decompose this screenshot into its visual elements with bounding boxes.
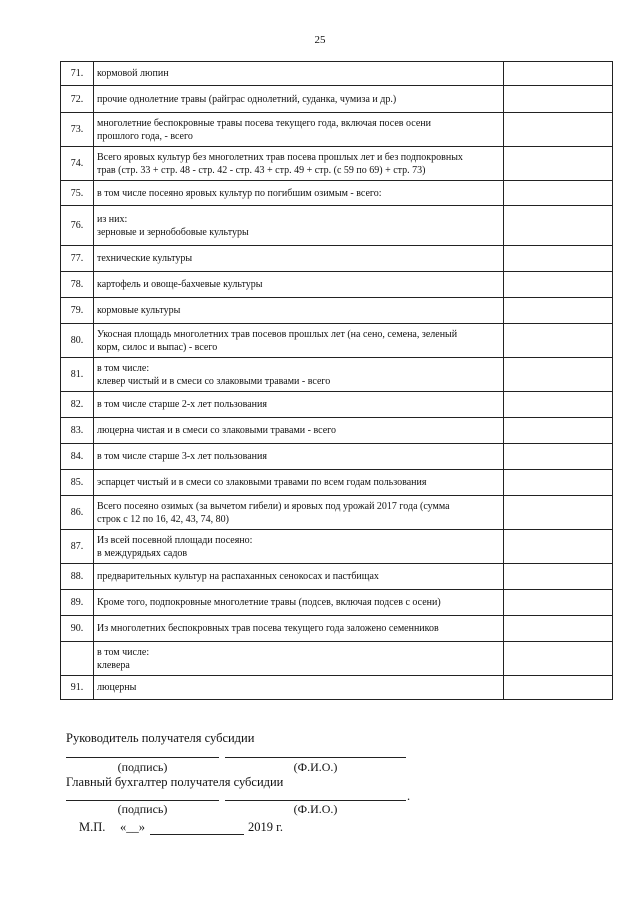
accountant-signature-line [66, 800, 219, 801]
row-number: 71. [61, 62, 94, 86]
row-description-line: многолетние беспокровные травы посева текущего года, включая посев осени [97, 117, 431, 129]
page-number: 25 [314, 34, 326, 46]
row-description-line: прошлого года, - всего [97, 130, 193, 142]
row-description-line: Кроме того, подпокровные многолетние травы (подсев, включая подсев с осени) [97, 597, 441, 608]
row-description [94, 642, 504, 676]
row-description-line: в том числе посеяно яровых культур по погибшим озимым - всего: [97, 187, 382, 199]
row-description-line: корм, силос и выпас) - всего [97, 341, 218, 353]
value-cell[interactable] [504, 496, 613, 530]
value-cell[interactable] [504, 564, 613, 590]
value-cell[interactable] [504, 418, 613, 444]
crop-area-table [60, 61, 613, 700]
row-number: 82. [61, 392, 94, 418]
row-description-line: кормовые культуры [97, 305, 181, 316]
date-month-line [150, 834, 244, 835]
row-description [94, 564, 504, 590]
row-description-line: Всего яровых культур без многолетних трав посева прошлых лет и без подпокровных [97, 151, 463, 163]
head-name-line [225, 757, 406, 758]
head-signature-line [66, 757, 219, 758]
row-description-line: люцерна чистая и в смеси со злаковыми травами - всего [97, 425, 336, 436]
row-description [94, 206, 504, 246]
row-description-line: Укосная площадь многолетних трав посевов прошлых лет (на сено, семена, зеленый [97, 328, 458, 340]
row-description-line: клевера [97, 659, 130, 671]
table-row [61, 324, 613, 358]
value-cell[interactable] [504, 676, 613, 700]
row-description-line: Всего посеяно озимых (за вычетом гибели) и яровых под урожай 2017 года (сумма [97, 500, 450, 512]
table-row [61, 246, 613, 272]
value-cell[interactable] [504, 147, 613, 181]
date-day: «__» [120, 820, 145, 834]
row-description-line: в том числе старше 3-х лет пользования [97, 451, 267, 462]
table-row [61, 564, 613, 590]
row-description [94, 418, 504, 444]
table-row [61, 298, 613, 324]
row-description-line: технические культуры [97, 253, 193, 264]
row-description-line: строк с 12 по 16, 42, 43, 74, 80) [97, 513, 229, 525]
value-cell[interactable] [504, 470, 613, 496]
row-number: 91. [61, 676, 94, 700]
value-cell[interactable] [504, 113, 613, 147]
table-row [61, 530, 613, 564]
row-number: 81. [61, 358, 94, 392]
row-number: 85. [61, 470, 94, 496]
row-description [94, 272, 504, 298]
value-cell[interactable] [504, 272, 613, 298]
row-description-line: картофель и овоще-бахчевые культуры [97, 279, 263, 290]
row-description [94, 392, 504, 418]
accountant-signature-caption: (подпись) [117, 802, 168, 816]
row-description-line: из них: [97, 213, 128, 225]
row-number: 88. [61, 564, 94, 590]
row-number: 73. [61, 113, 94, 147]
value-cell[interactable] [504, 86, 613, 113]
value-cell[interactable] [504, 206, 613, 246]
value-cell[interactable] [504, 358, 613, 392]
row-description [94, 246, 504, 272]
row-number: 86. [61, 496, 94, 530]
row-description-line: зерновые и зернобобовые культуры [97, 226, 249, 238]
row-number: 90. [61, 616, 94, 642]
row-description-line: в том числе: [97, 646, 150, 658]
table-row [61, 181, 613, 206]
row-description-line: в том числе старше 2-х лет пользования [97, 399, 267, 410]
row-number [61, 642, 94, 676]
accountant-name-line [225, 800, 406, 801]
value-cell[interactable] [504, 444, 613, 470]
accountant-label: Главный бухгалтер получателя субсидии [66, 775, 284, 789]
stamp-mark: М.П. [79, 820, 106, 834]
row-description [94, 298, 504, 324]
row-description [94, 530, 504, 564]
table-row [61, 470, 613, 496]
table-row [61, 676, 613, 700]
table-body [61, 62, 613, 700]
head-label: Руководитель получателя субсидии [66, 731, 255, 745]
date-year: 2019 г. [248, 820, 283, 834]
head-name-caption: (Ф.И.О.) [293, 760, 338, 774]
value-cell[interactable] [504, 62, 613, 86]
row-description-line: Из всей посевной площади посеяно: [97, 534, 253, 546]
head-signature-caption: (подпись) [117, 760, 168, 774]
row-number: 78. [61, 272, 94, 298]
value-cell[interactable] [504, 181, 613, 206]
row-description-line: Из многолетних беспокровных трав посева текущего года заложено семенников [97, 623, 439, 634]
table-row [61, 206, 613, 246]
row-number: 72. [61, 86, 94, 113]
row-description [94, 444, 504, 470]
row-description [94, 86, 504, 113]
row-number: 76. [61, 206, 94, 246]
table-row [61, 147, 613, 181]
row-description-line: прочие однолетние травы (райграс однолетний, суданка, чумиза и др.) [97, 93, 397, 105]
row-description [94, 324, 504, 358]
value-cell[interactable] [504, 324, 613, 358]
row-description [94, 676, 504, 700]
value-cell[interactable] [504, 392, 613, 418]
accountant-name-caption: (Ф.И.О.) [293, 802, 338, 816]
row-number: 79. [61, 298, 94, 324]
value-cell[interactable] [504, 616, 613, 642]
table-row [61, 358, 613, 392]
row-description [94, 181, 504, 206]
row-description [94, 358, 504, 392]
table-row [61, 113, 613, 147]
row-description [94, 496, 504, 530]
row-description-line: предварительных культур на распаханных сенокосах и пастбищах [97, 571, 379, 582]
row-description-line: эспарцет чистый и в смеси со злаковыми травами по всем годам пользования [97, 477, 427, 488]
row-number: 84. [61, 444, 94, 470]
row-description [94, 147, 504, 181]
row-description-line: клевер чистый и в смеси со злаковыми травами - всего [97, 375, 331, 387]
row-number: 75. [61, 181, 94, 206]
table-row [61, 590, 613, 616]
table-row [61, 616, 613, 642]
value-cell[interactable] [504, 530, 613, 564]
row-description [94, 113, 504, 147]
table-row [61, 418, 613, 444]
row-number: 89. [61, 590, 94, 616]
value-cell[interactable] [504, 642, 613, 676]
row-description-line: люцерны [97, 682, 137, 693]
table-row [61, 496, 613, 530]
value-cell[interactable] [504, 246, 613, 272]
row-description-line: в междурядьях садов [97, 547, 188, 559]
value-cell[interactable] [504, 590, 613, 616]
row-number: 74. [61, 147, 94, 181]
table-row [61, 86, 613, 113]
table-row [61, 444, 613, 470]
row-number: 83. [61, 418, 94, 444]
table-row [61, 392, 613, 418]
row-description [94, 590, 504, 616]
row-description [94, 616, 504, 642]
row-description-line: кормовой люпин [97, 68, 169, 79]
row-description [94, 470, 504, 496]
period-mark: . [407, 789, 411, 803]
table-row [61, 62, 613, 86]
row-number: 77. [61, 246, 94, 272]
table-row [61, 272, 613, 298]
row-description [94, 62, 504, 86]
row-description-line: в том числе: [97, 362, 150, 374]
table-row [61, 642, 613, 676]
row-number: 87. [61, 530, 94, 564]
row-number: 80. [61, 324, 94, 358]
row-description-line: трав (стр. 33 + стр. 48 - стр. 42 - стр. 43 + стр. 49 + стр. (с 59 по 69) + стр. 73) [97, 164, 426, 176]
value-cell[interactable] [504, 298, 613, 324]
